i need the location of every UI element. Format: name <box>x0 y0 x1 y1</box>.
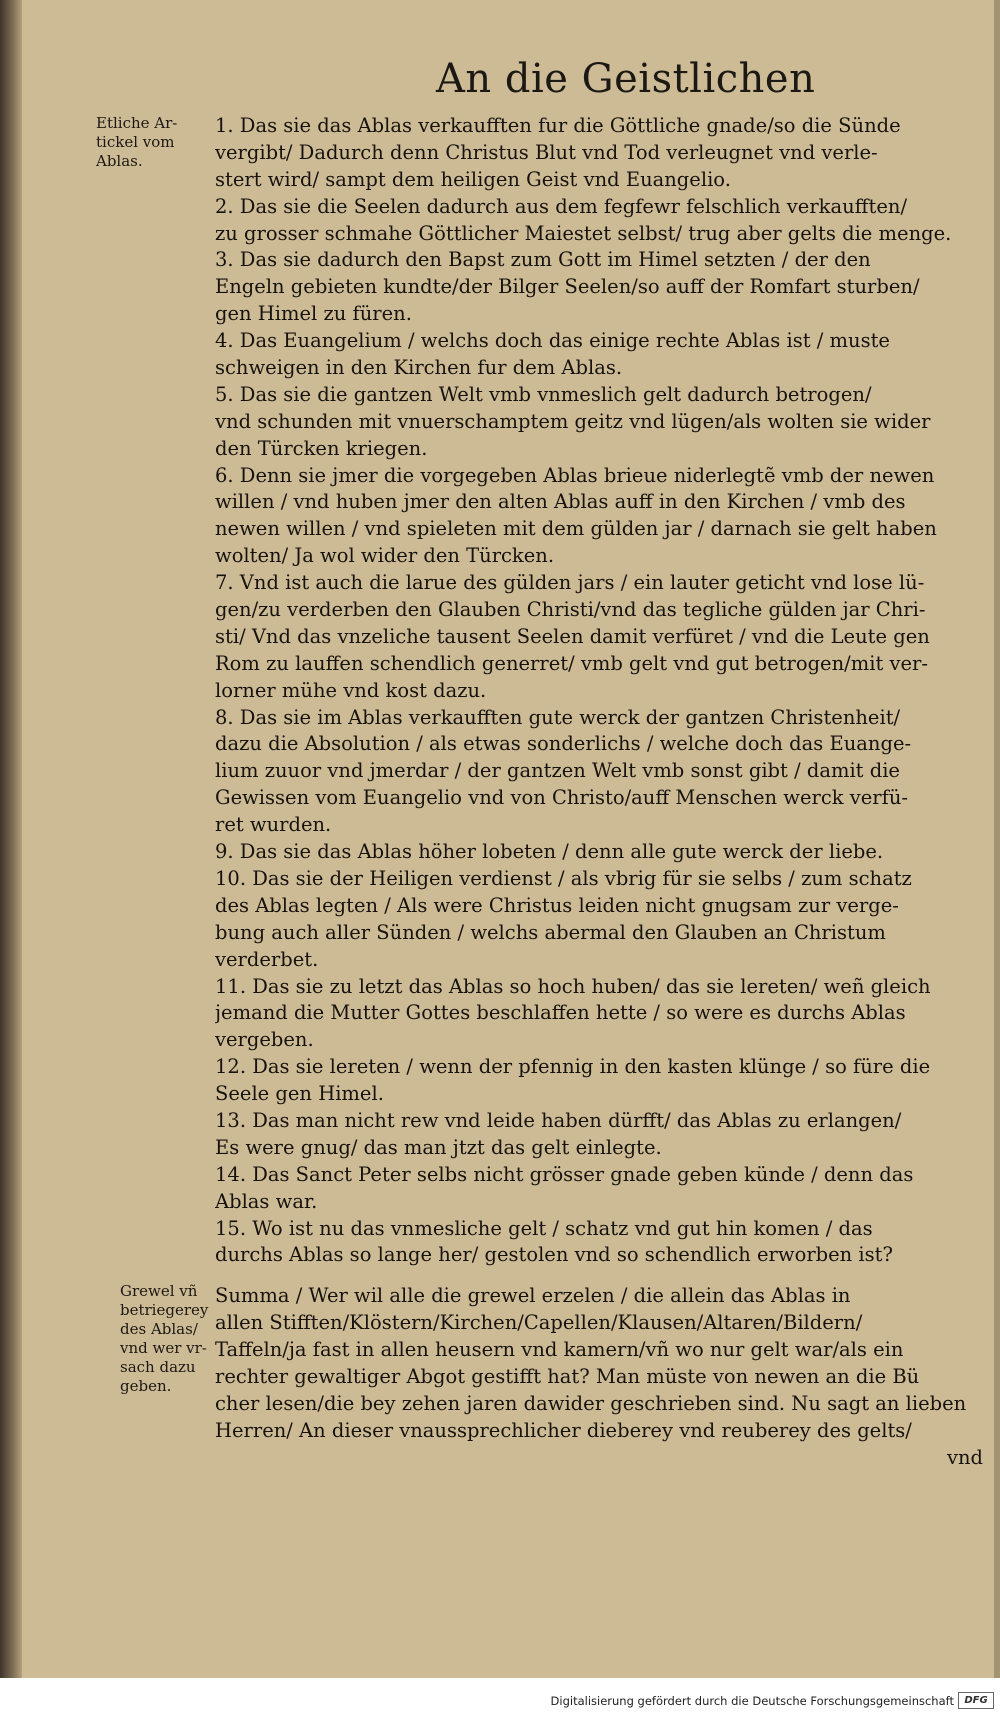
text-line: lium zuuor vnd jmerdar / der gantzen Welt vmb sonst gibt / damit die <box>215 759 900 783</box>
text-line: 3. Das sie dadurch den Bapst zum Gott im Himel setzten / der den <box>215 248 871 272</box>
margin-note-abominations <box>120 1282 208 1396</box>
margin-note-line: Ablas. <box>96 152 143 170</box>
text-line: 5. Das sie die gantzen Welt vmb vnmeslich gelt dadurch betrogen/ <box>215 382 872 406</box>
margin-note-line: sach dazu <box>120 1358 196 1376</box>
text-line: 10. Das sie der Heiligen verdienst / als vbrig für sie selbs / zum schatz <box>215 866 912 890</box>
text-line: durchs Ablas so lange her/ gestolen vnd so schendlich erworben ist? <box>215 1243 893 1267</box>
text-line: 7. Vnd ist auch die larue des gülden jars / ein lauter geticht vnd lose lü- <box>215 571 925 595</box>
margin-note-line: betriegerey <box>120 1301 209 1319</box>
page-gutter-shadow <box>0 0 22 1678</box>
text-line: zu grosser schmahe Göttlicher Maiestet selbst/ trug aber gelts die menge. <box>215 221 952 245</box>
text-line: 12. Das sie lereten / wenn der pfennig in den kasten klünge / so füre die <box>215 1055 931 1079</box>
margin-note-line: des Ablas/ <box>120 1320 198 1338</box>
text-line: willen / vnd huben jmer den alten Ablas auff in den Kirchen / vmb des <box>215 490 906 514</box>
margin-note-line: tickel vom <box>96 133 175 151</box>
text-line: gen/zu verderben den Glauben Christi/vnd das tegliche gülden jar Chri- <box>215 598 926 622</box>
footer-bar <box>0 1678 1000 1720</box>
text-line: vnd schunden mit vnuerschamptem geitz vnd lügen/als wolten sie wider <box>215 409 931 433</box>
text-line: vergibt/ Dadurch denn Christus Blut vnd Tod verleugnet vnd verle- <box>215 140 878 164</box>
text-line: 14. Das Sanct Peter selbs nicht grösser gnade geben künde / denn das <box>215 1162 914 1186</box>
text-line: Gewissen vom Euangelio vnd von Christo/auff Menschen werck verfü- <box>215 786 908 810</box>
text-line: 11. Das sie zu letzt das Ablas so hoch huben/ das sie lereten/ weñ gleich <box>215 974 931 998</box>
text-line: bung auch aller Sünden / welchs abermal den Glauben an Christum <box>215 920 886 944</box>
text-line: Herren/ An dieser vnaussprechlicher dieberey vnd reuberey des gelts/ <box>215 1418 912 1442</box>
text-line: Rom zu lauffen schendlich generret/ vmb gelt vnd gut betrogen/mit ver- <box>215 651 928 675</box>
text-line: Seele gen Himel. <box>215 1082 384 1106</box>
paragraph-gap <box>215 1269 985 1283</box>
text-line: rechter gewaltiger Abgot gestifft hat? Man müste von newen an die Bü <box>215 1364 920 1388</box>
text-line: 1. Das sie das Ablas verkaufften fur die Göttliche gnade/so die Sünde <box>215 114 901 137</box>
catchword: vnd <box>946 1445 983 1469</box>
text-line: vergeben. <box>215 1028 314 1052</box>
text-line: Engeln gebieten kundte/der Bilger Seelen/so auff der Romfart sturben/ <box>215 275 920 299</box>
text-line: des Ablas legten / Als were Christus leiden nicht gnugsam zur verge- <box>215 893 899 917</box>
text-line: jemand die Mutter Gottes beschlaffen hette / so were es durchs Ablas <box>215 1001 906 1025</box>
margin-note-line: geben. <box>120 1377 172 1395</box>
funding-notice: Digitalisierung gefördert durch die Deutsche Forschungsgemeinschaft <box>550 1694 954 1708</box>
text-line: newen willen / vnd spieleten mit dem gülden jar / darnach sie gelt haben <box>215 517 937 541</box>
text-line: sti/ Vnd das vnzeliche tausent Seelen damit verfüret / vnd die Leute gen <box>215 624 930 648</box>
text-line: Ablas war. <box>215 1189 318 1213</box>
margin-note-line: Grewel vñ <box>120 1282 198 1300</box>
margin-note-line: Etliche Ar- <box>96 114 178 132</box>
text-line: allen Stifften/Klöstern/Kirchen/Capellen/Klausen/Altaren/Bildern/ <box>215 1311 863 1335</box>
text-line: lorner mühe vnd kost dazu. <box>215 678 487 702</box>
page-right-edge <box>994 0 1000 1678</box>
body-text <box>215 113 985 1472</box>
text-line: 2. Das sie die Seelen dadurch aus dem fegfewr felschlich verkaufften/ <box>215 194 908 218</box>
running-heading: An die Geistlichen <box>436 56 816 102</box>
text-line: 15. Wo ist nu das vnmesliche gelt / schatz vnd gut hin komen / das <box>215 1216 873 1240</box>
text-line: den Türcken kriegen. <box>215 436 428 460</box>
text-line: 4. Das Euangelium / welchs doch das einige rechte Ablas ist / muste <box>215 329 890 353</box>
text-line: cher lesen/die bey zehen jaren dawider geschrieben sind. Nu sagt an lieben <box>215 1391 967 1415</box>
text-line: 9. Das sie das Ablas höher lobeten / denn alle gute werck der liebe. <box>215 840 884 864</box>
text-line: wolten/ Ja wol wider den Türcken. <box>215 544 555 568</box>
margin-note-line: vnd wer vr- <box>120 1339 207 1357</box>
text-line: 8. Das sie im Ablas verkaufften gute werck der gantzen Christenheit/ <box>215 705 901 729</box>
text-line: 6. Denn sie jmer die vorgegeben Ablas brieue niderlegtẽ vmb der newen <box>215 463 935 487</box>
text-line: schweigen in den Kirchen fur dem Ablas. <box>215 356 623 380</box>
text-line: stert wird/ sampt dem heiligen Geist vnd Euangelio. <box>215 167 731 191</box>
text-line: Taffeln/ja fast in allen heusern vnd kamern/vñ wo nur gelt war/als ein <box>215 1338 904 1362</box>
text-line: gen Himel zu füren. <box>215 302 412 326</box>
text-line: 13. Das man nicht rew vnd leide haben dürfft/ das Ablas zu erlangen/ <box>215 1108 902 1132</box>
dfg-logo: DFG <box>958 1692 994 1709</box>
text-line: dazu die Absolution / als etwas sonderlichs / welche doch das Euange- <box>215 732 912 756</box>
margin-note-articles <box>96 114 177 171</box>
text-line: verderbet. <box>215 947 319 971</box>
text-line: Es were gnug/ das man jtzt das gelt einlegte. <box>215 1135 662 1159</box>
text-line: Summa / Wer wil alle die grewel erzelen / die allein das Ablas in <box>215 1284 851 1308</box>
text-line: ret wurden. <box>215 813 332 837</box>
